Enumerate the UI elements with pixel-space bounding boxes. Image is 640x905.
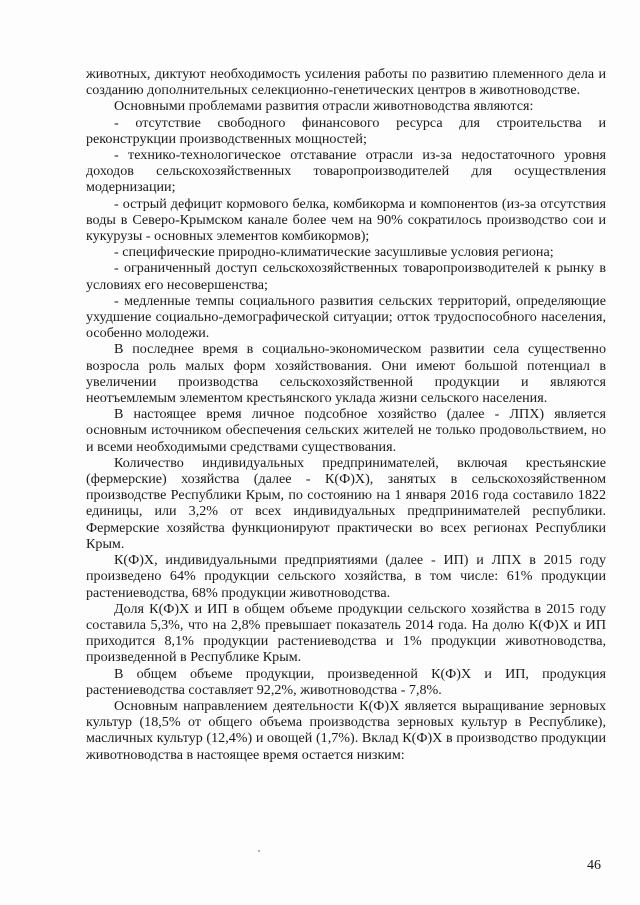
paragraph-3: - технико-технологическое отставание отрасли из-за недостаточного уровня доходов сельскохозяйственных товаропроизводителей для осуществления модернизации; bbox=[86, 147, 606, 196]
paragraph-6: - ограниченный доступ сельскохозяйственных товаропроизводителей к рынку в условиях его несовершенства; bbox=[86, 260, 606, 293]
paragraph-1: Основными проблемами развития отрасли животноводства являются: bbox=[114, 98, 534, 115]
paragraph-14: Основным направлением деятельности К(Ф)Х является выращивание зерновых культур (18,5% от общего объема производства зерновых культур в Республике), масличных культур (12,4%) и овощей (1,7%). Вклад К(Ф)Х в производство продукции животноводства в настоящее время остается низким: bbox=[86, 697, 606, 763]
paragraph-9: В настоящее время личное подсобное хозяйство (далее - ЛПХ) является основным источником обеспечения сельских жителей не только продовольствием, но и всеми необходимыми средствами существования. bbox=[86, 406, 606, 455]
paragraph-11: К(Ф)Х, индивидуальными предприятиями (далее - ИП) и ЛПХ в 2015 году произведено 64% продукции сельского хозяйства, в том числе: 61% продукции растениеводства, 68% продукции животноводства. bbox=[86, 552, 606, 601]
page-number: 46 bbox=[587, 858, 601, 873]
scan-speck bbox=[258, 850, 260, 852]
paragraph-12: Доля К(Ф)Х и ИП в общем объеме продукции сельского хозяйства в 2015 году составила 5,3%, что на 2,8% превышает показатель 2014 года. На долю К(Ф)Х и ИП приходится 8,1% продукции растениеводства и 1% продукции животноводства, произведенной в Республике Крым. bbox=[86, 600, 606, 666]
paragraph-2: - отсутствие свободного финансового ресурса для строительства и реконструкции производственных мощностей; bbox=[86, 114, 606, 147]
paragraph-7: - медленные темпы социального развития сельских территорий, определяющие ухудшение социально-демографической ситуации; отток трудоспособного населения, особенно молодежи. bbox=[86, 292, 606, 342]
body-text bbox=[86, 66, 606, 763]
paragraph-8: В последнее время в социально-экономическом развитии села существенно возросла роль малых форм хозяйствования. Они имеют большой потенциал в увеличении производства сельскохозяйственной продукции и являются неотъемлемым элементом крестьянского уклада жизни сельского населения. bbox=[86, 341, 606, 407]
paragraph-5: - специфические природно-климатические засушливые условия региона; bbox=[114, 244, 554, 261]
paragraph-0: животных, диктуют необходимость усиления работы по развитию племенного дела и созданию дополнительных селекционно-генетических центров в животноводстве. bbox=[86, 66, 606, 99]
paragraph-13: В общем объеме продукции, произведенной К(Ф)Х и ИП, продукция растениеводства составляет 92,2%, животноводства - 7,8%. bbox=[86, 665, 606, 698]
paragraph-10: Количество индивидуальных предпринимателей, включая крестьянские (фермерские) хозяйства (далее - К(Ф)Х), занятых в сельскохозяйственном производстве Республики Крым, по состоянию на 1 января 2016 года составило 1822 единицы, или 3,2% от всех индивидуальных предпринимателей республики. Фермерские хозяйства функционируют практически во всех регионах Республики Крым. bbox=[86, 454, 606, 552]
paragraph-4: - острый дефицит кормового белка, комбикорма и компонентов (из-за отсутствия воды в Северо-Крымском канале более чем на 90% сократилось производство сои и кукурузы - основных элементов комбикормов); bbox=[86, 195, 606, 245]
